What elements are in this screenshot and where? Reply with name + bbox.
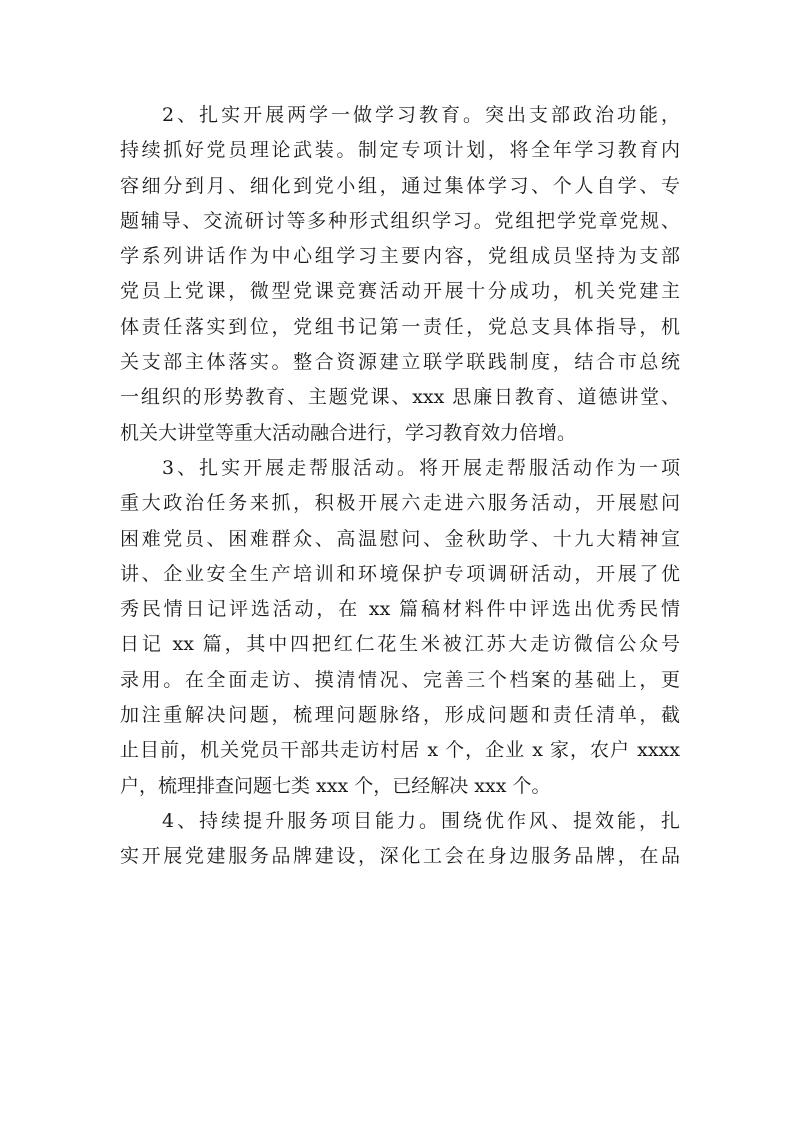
paragraph-3 — [120, 451, 680, 804]
paragraph-line: 体责任落实到位，党组书记第一责任，党总支具体指导，机 — [120, 315, 680, 338]
paragraph-line: 机关大讲堂等重大活动融合进行，学习教育效力倍增。 — [120, 421, 577, 444]
paragraph-line: 户，梳理排查问题七类 xxx 个，已经解决 xxx 个。 — [120, 774, 551, 797]
paragraph-line: 困难党员、困难群众、高温慰问、金秋助学、十九大精神宣 — [120, 527, 680, 550]
paragraph-line: 持续抓好党员理论武装。制定专项计划，将全年学习教育内 — [120, 139, 680, 162]
paragraph-4 — [120, 804, 680, 875]
paragraph-line: 容细分到月、细化到党小组，通过集体学习、个人自学、专 — [120, 174, 680, 197]
paragraph-line: 秀民情日记评选活动，在 xx 篇稿材料件中评选出优秀民情 — [120, 598, 680, 621]
paragraph-line: 3、扎实开展走帮服活动。将开展走帮服活动作为一项 — [162, 456, 680, 479]
paragraph-line: 4、持续提升服务项目能力。围绕优作风、提效能，扎 — [162, 809, 680, 832]
paragraph-line: 录用。在全面走访、摸清情况、完善三个档案的基础上，更 — [120, 668, 680, 691]
paragraph-line: 党员上党课，微型党课竞赛活动开展十分成功，机关党建主 — [120, 280, 680, 303]
document-body — [120, 98, 680, 875]
paragraph-line: 加注重解决问题，梳理问题脉络，形成问题和责任清单，截 — [120, 704, 680, 727]
paragraph-2 — [120, 98, 680, 451]
paragraph-line: 2、扎实开展两学一做学习教育。突出支部政治功能， — [162, 104, 680, 126]
paragraph-line: 止目前，机关党员干部共走访村居 x 个，企业 x 家，农户 xxxx — [120, 739, 680, 762]
paragraph-line: 一组织的形势教育、主题党课、xxx 思廉日教育、道德讲堂、 — [120, 386, 680, 409]
paragraph-line: 实开展党建服务品牌建设，深化工会在身边服务品牌，在品 — [120, 845, 680, 868]
paragraph-line: 讲、企业安全生产培训和环境保护专项调研活动，开展了优 — [120, 562, 680, 585]
paragraph-line: 关支部主体落实。整合资源建立联学联践制度，结合市总统 — [120, 351, 680, 374]
paragraph-line: 学系列讲话作为中心组学习主要内容，党组成员坚持为支部 — [120, 245, 680, 268]
paragraph-line: 重大政治任务来抓，积极开展六走进六服务活动，开展慰问 — [120, 492, 680, 515]
paragraph-line: 日记 xx 篇，其中四把红仁花生米被江苏大走访微信公众号 — [120, 633, 680, 656]
paragraph-line: 题辅导、交流研讨等多种形式组织学习。党组把学党章党规、 — [120, 209, 680, 232]
